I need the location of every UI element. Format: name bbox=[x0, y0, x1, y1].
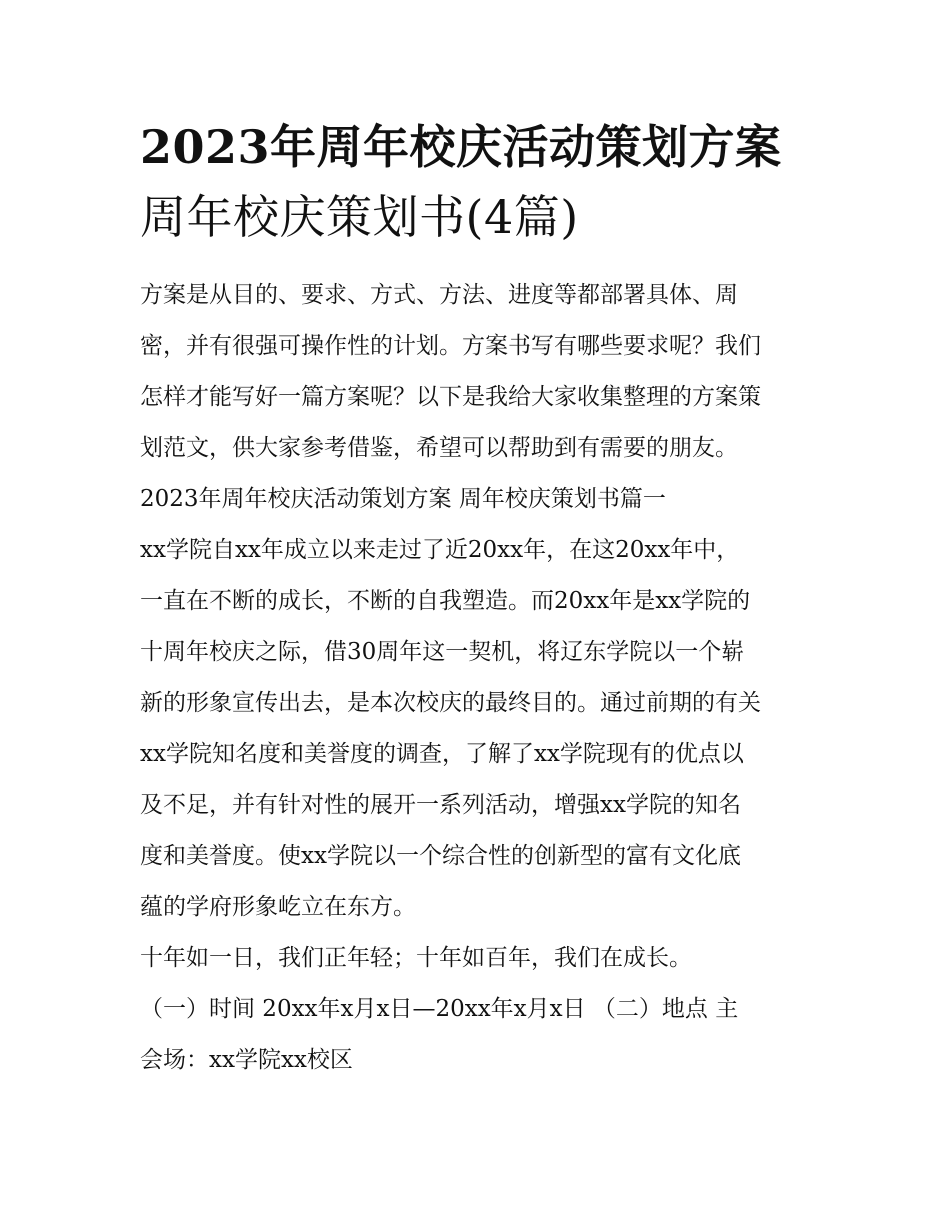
intro-paragraph bbox=[140, 270, 820, 474]
details-paragraph bbox=[140, 984, 820, 1086]
body-line: xx学院自xx年成立以来走过了近20xx年，在这20xx年中， bbox=[140, 537, 740, 563]
slogan-paragraph: 十年如一日，我们正年轻；十年如百年，我们在成长。 bbox=[140, 945, 692, 971]
document-body bbox=[140, 270, 820, 1086]
title-line-2: 周年校庆策划书(4篇) bbox=[140, 190, 579, 244]
body-paragraph bbox=[140, 525, 820, 933]
body-line: 一直在不断的成长，不断的自我塑造。而20xx年是xx学院的 bbox=[140, 588, 751, 614]
body-line: 新的形象宣传出去，是本次校庆的最终目的。通过前期的有关 bbox=[140, 690, 761, 716]
section-heading: 2023年周年校庆活动策划方案 周年校庆策划书篇一 bbox=[140, 486, 666, 512]
intro-line: 密，并有很强可操作性的计划。方案书写有哪些要求呢？我们 bbox=[140, 333, 761, 359]
document-title bbox=[140, 112, 820, 252]
document-page bbox=[140, 112, 820, 1086]
details-line: （一）时间 20xx年x月x日—20xx年x月x日 （二）地点 主 bbox=[140, 996, 739, 1022]
details-line: 会场：xx学院xx校区 bbox=[140, 1047, 353, 1073]
body-line: 及不足，并有针对性的展开一系列活动，增强xx学院的知名 bbox=[140, 792, 741, 818]
intro-line: 划范文，供大家参考借鉴，希望可以帮助到有需要的朋友。 bbox=[140, 435, 738, 461]
intro-line: 方案是从目的、要求、方式、方法、进度等都部署具体、周 bbox=[140, 282, 738, 308]
body-line: 蕴的学府形象屹立在东方。 bbox=[140, 894, 416, 920]
intro-line: 怎样才能写好一篇方案呢？以下是我给大家收集整理的方案策 bbox=[140, 384, 761, 410]
body-line: xx学院知名度和美誉度的调查，了解了xx学院现有的优点以 bbox=[140, 741, 744, 767]
body-line: 度和美誉度。使xx学院以一个综合性的创新型的富有文化底 bbox=[140, 843, 741, 869]
title-line-1: 2023年周年校庆活动策划方案 bbox=[140, 120, 782, 174]
body-line: 十周年校庆之际，借30周年这一契机，将辽东学院以一个崭 bbox=[140, 639, 745, 665]
